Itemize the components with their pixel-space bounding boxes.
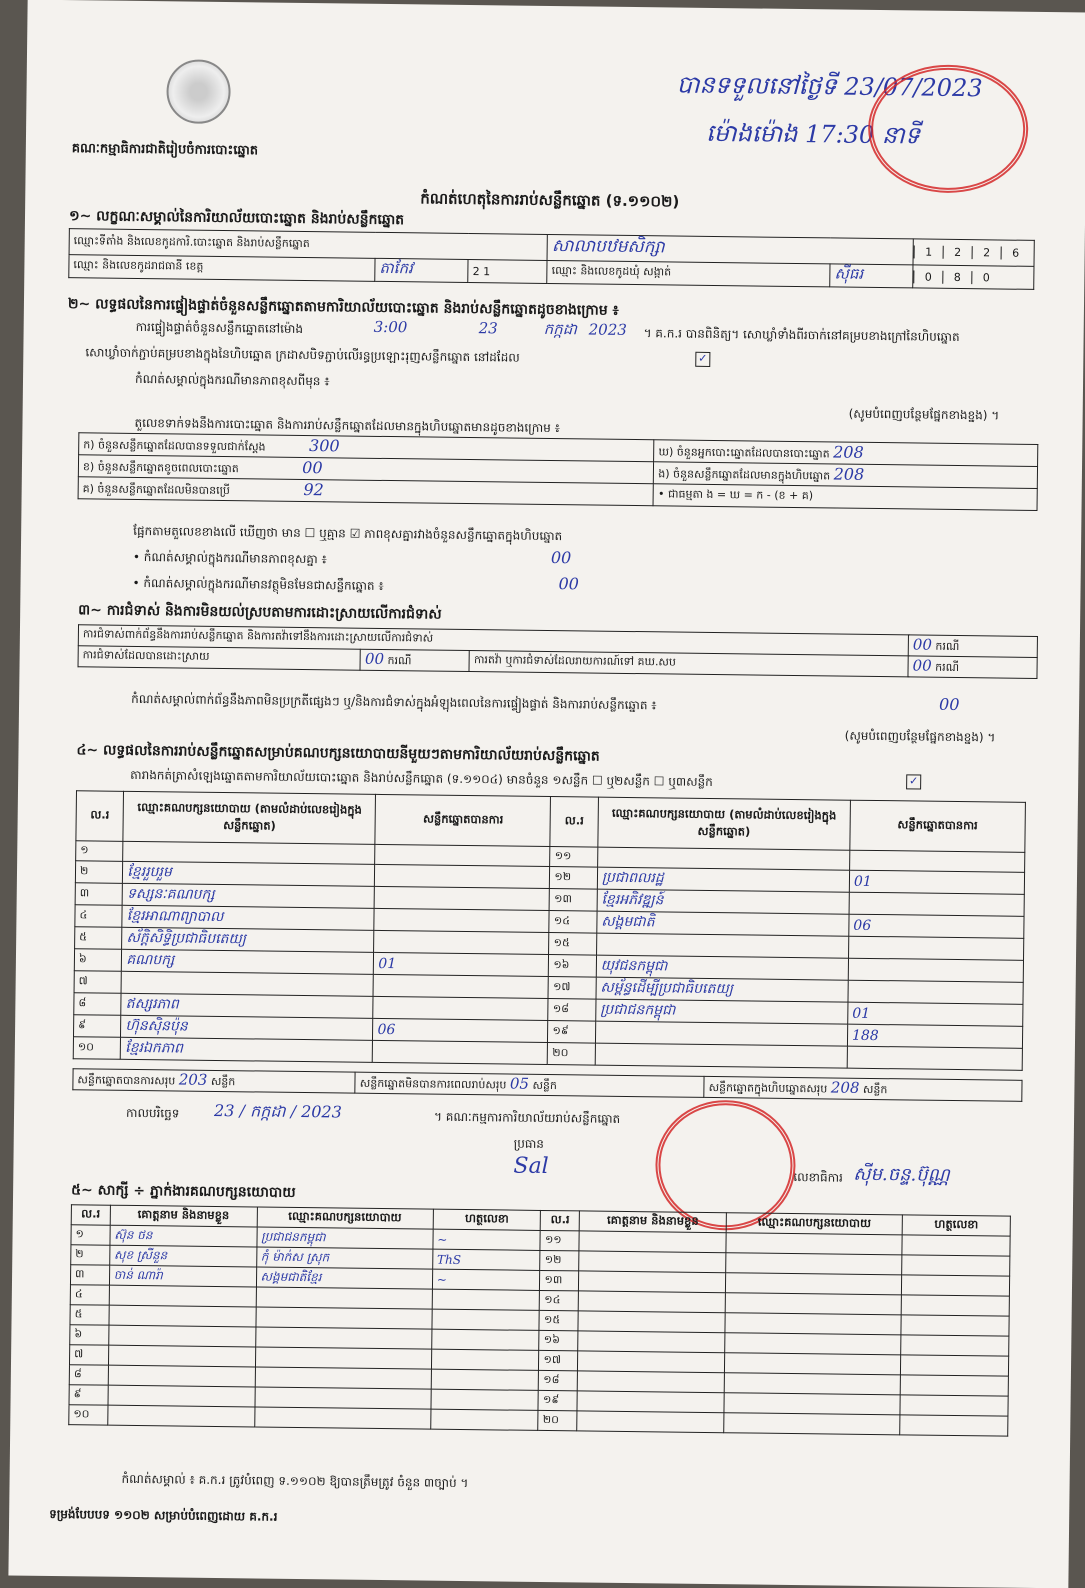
witness-signature: [431, 1329, 539, 1350]
party-no: ៣: [75, 883, 123, 906]
ballots-received-value: 300: [308, 436, 340, 456]
party-no: ២០: [548, 1043, 596, 1066]
witness-party: [255, 1347, 431, 1369]
witness-party: [254, 1407, 430, 1429]
foreign-object-label: • កំណត់សម្គាល់ក្នុងករណីមានវត្ថុមិនមែនជាសន្លឹកឆ្នោត ៖: [132, 575, 384, 593]
witness-party: [725, 1293, 901, 1315]
party-no: ៦: [74, 949, 122, 972]
col-signature: ហត្ថលេខា: [433, 1209, 541, 1230]
ballots-unused-label: គ) ចំនួនសន្លឹកឆ្នោតដែលមិនបានប្រើ: [82, 482, 230, 498]
party-no: ១១: [550, 847, 598, 868]
witness-name: ចាន់ ណារ៉ា: [109, 1265, 256, 1287]
party-name: [595, 1043, 847, 1068]
invalid-total-label: សន្លឹកឆ្នោតមិនបានការពេលរាប់សរុប: [359, 1076, 507, 1092]
witness-name: [577, 1411, 724, 1433]
party-votes: [850, 850, 1025, 872]
unit-ballot: សន្លឹក: [210, 1074, 236, 1089]
section-3-heading: ៣~ ការជំទាស់ និងការមិនយល់ស្របតាមការដោះស្រាយលើការជំទាស់: [78, 602, 442, 623]
party-no: ១៣: [550, 889, 598, 912]
section-1-heading: ១~ លក្ខណៈសម្គាល់នៃការិយាល័យបោះឆ្នោត និងរាប់សន្លឹកឆ្នោត: [68, 208, 405, 229]
voters-label: ឃ) ចំនួនអ្នកបោះឆ្នោតដែលបានបោះឆ្នោត: [658, 445, 830, 461]
col-party: ឈ្មោះគណបក្សនយោបាយ: [257, 1207, 433, 1229]
col-no: ល.រ: [76, 791, 124, 842]
witness-signature: [431, 1389, 539, 1410]
witness-name: [108, 1345, 255, 1367]
party-votes: 01: [849, 870, 1024, 894]
commission-name: គណៈកម្មាធិការជាតិរៀបចំការបោះឆ្នោត: [71, 141, 259, 159]
witness-party: ប្រជាជនកម្ពុជា: [256, 1227, 432, 1249]
witness-party: [255, 1367, 431, 1389]
unit-ballot: សន្លឹក: [862, 1082, 888, 1097]
party-name: ខ្មែរអាណាព្យាបាល: [122, 905, 374, 930]
witness-name: [578, 1291, 725, 1313]
party-votes: [373, 1040, 548, 1064]
witness-no: ៩: [69, 1385, 108, 1405]
section-2-heading: ២~ លទ្ធផលនៃការផ្ទៀងផ្ទាត់ចំនួនសន្លឹកឆ្នោតតាមការិយាល័យបោះឆ្នោត និងរាប់សន្លឹកឆ្នោតដូចខាងក្រោម ៖: [67, 296, 619, 319]
office-name-value: សាលាបឋមសិក្សា: [551, 236, 665, 258]
witness-name: [578, 1331, 725, 1353]
received-time-note: ម៉ោងម៉ោង 17:30 នាទី: [705, 118, 921, 150]
party-results-table: [73, 790, 1026, 1071]
party-votes: [848, 936, 1023, 960]
complaints-related-label: ការជំទាស់ពាក់ព័ន្ធនឹងការរាប់សន្លឹកឆ្នោត និងការតវ៉ាទៅនឹងការដោះស្រាយលើការជំទាស់: [78, 625, 908, 656]
party-votes: [375, 864, 550, 888]
witness-name: [109, 1285, 256, 1307]
commune-value: ស៊ីធរ: [834, 264, 864, 283]
witness-party: [725, 1273, 901, 1295]
party-name: [595, 1021, 847, 1046]
formula-text: • ជាធម្មតា ង = ឃ = ក - (ខ + គ): [657, 486, 814, 502]
office-code-digit: 6: [1001, 246, 1030, 259]
witness-signature: [901, 1295, 1009, 1316]
signed-by-label: ។ គណៈកម្មការការិយាល័យរាប់សន្លឹកឆ្នោត: [433, 1109, 621, 1126]
ballots-received-label: ក) ចំនួនសន្លឹកឆ្នោតដែលបានទទួលជាក់ស្តែង: [83, 438, 266, 454]
col-no: ល.រ: [550, 797, 598, 848]
complaints-resolved-value: 00: [364, 649, 385, 668]
witness-name: [108, 1405, 255, 1427]
office-name-label: ឈ្មោះទីតាំង និងលេខកូដការិ.បោះឆ្នោត និងរាប់សន្លឹកឆ្នោត: [69, 229, 548, 261]
witness-signature: [900, 1375, 1008, 1396]
party-no: ៨: [74, 993, 122, 1016]
national-emblem-icon: [166, 59, 231, 124]
irregular-note-label: កំណត់សម្គាល់ក្នុងករណីមានភាពខុសពីមុន ៖: [134, 371, 330, 389]
box-total-value: 208: [830, 1078, 860, 1097]
commune-code-digit: 8: [942, 270, 971, 283]
foreign-object-value: 00: [558, 574, 580, 594]
party-name: យុវជនកម្ពុជា: [596, 955, 848, 980]
party-votes: 06: [849, 914, 1024, 938]
party-name: សម្ព័ន្ធដើម្បីប្រជាធិបតេយ្យ: [596, 977, 848, 1002]
witness-name: ស៊ុន ថន: [110, 1225, 257, 1247]
tally-sheet-text: តារាងកត់ត្រាសំឡេងឆ្នោតតាមការិយាល័យបោះឆ្នោត និងរាប់សន្លឹកឆ្នោត (ទ.១១០៤) មានចំនួន ១សន្លឹក ☐ ឬ២សន្លឹក ☐ ឬ៣សន្លឹក: [130, 767, 713, 790]
witness-party: [724, 1413, 900, 1435]
footer-note: កំណត់សម្គាល់ ៖ គ.ក.រ ត្រូវបំពេញ ទ.១១០២ ឱ្យបានត្រឹមត្រូវ ចំនួន ៣ច្បាប់ ។: [121, 1471, 469, 1491]
party-no: ៥: [75, 927, 123, 950]
party-no: ១៦: [549, 955, 597, 978]
col-signature: ហត្ថលេខា: [902, 1215, 1010, 1236]
witness-party: [254, 1387, 430, 1409]
col-no: ល.រ: [541, 1210, 580, 1230]
witness-signature: [430, 1409, 538, 1430]
party-name: [121, 971, 373, 996]
witness-no: ៧: [69, 1345, 108, 1365]
province-label: ឈ្មោះ និងលេខកូដរាជធានី ខេត្ត: [69, 255, 375, 282]
commune-label: ឈ្មោះ និងលេខកូដឃុំ សង្កាត់: [547, 260, 830, 286]
box-total-label: សន្លឹកឆ្នោតក្នុងហិបឆ្នោតសរុប: [708, 1080, 828, 1096]
party-no: ១៨: [548, 999, 596, 1022]
witness-name: [579, 1251, 726, 1273]
ballot-counts-table: [78, 432, 1039, 511]
complaints-forwarded-label: ការតវ៉ា ឬការជំទាស់ដែលរាយការណ៍ទៅ គឃ.សប: [469, 651, 908, 677]
witness-party: [256, 1287, 432, 1309]
witness-party: [726, 1253, 902, 1275]
party-name: ខ្មែរឯកភាព: [121, 1037, 373, 1062]
witness-no: ១៩: [538, 1390, 577, 1410]
chair-label: ប្រធាន: [513, 1136, 545, 1151]
witness-signature: [432, 1289, 540, 1310]
office-id-table: [68, 228, 1035, 290]
witness-no: ១៤: [540, 1290, 579, 1310]
party-votes: [848, 958, 1023, 982]
witness-no: ១០: [69, 1405, 108, 1425]
date-value: 23 / កក្កដា / 2023: [213, 1100, 342, 1122]
witness-no: ១៣: [540, 1270, 579, 1290]
party-votes: [847, 1046, 1022, 1070]
party-name: [596, 933, 848, 958]
col-votes: សន្លឹកឆ្នោតបានការ: [850, 800, 1026, 852]
province-code: 2 1: [472, 264, 491, 278]
form-code: ទម្រង់បែបបទ ១១០២ សម្រាប់បំពេញដោយ គ.ក.រ: [49, 1506, 278, 1524]
party-name: ប្រជាពលរដ្ឋ: [597, 867, 849, 892]
ballots-in-box-value: 208: [833, 464, 865, 484]
col-party: ឈ្មោះគណបក្សនយោបាយ (តាមលំដាប់លេខរៀងក្នុងសន្លឹកឆ្នោត): [123, 791, 376, 844]
valid-total-label: សន្លឹកឆ្នោតបានការសរុប: [77, 1073, 176, 1088]
witness-party: [726, 1233, 902, 1255]
witness-name: [578, 1311, 725, 1333]
witness-party: [724, 1373, 900, 1395]
witness-name: [578, 1351, 725, 1373]
invalid-total-value: 05: [509, 1074, 530, 1093]
complaints-related-value: 00: [912, 635, 933, 654]
reconcile-start-label: ការផ្ទៀងផ្ទាត់ចំនួនសន្លឹកឆ្នោតនៅម៉ោង: [135, 319, 304, 336]
see-attachment-note: (សូមបំពេញបន្ថែមផ្នែកខាងខ្នង) ។: [848, 406, 1000, 423]
party-name: ប្រជាជនកម្ពុជា: [596, 999, 848, 1024]
witness-no: ១៦: [539, 1330, 578, 1350]
date-label: កាលបរិច្ឆេទ: [125, 1105, 180, 1121]
section-5-heading: ៥~ សាក្សី ÷ ភ្នាក់ងារគណបក្សនយោបាយ: [71, 1182, 296, 1201]
party-no: ១២: [550, 867, 598, 890]
official-stamp-top: [867, 64, 1029, 194]
province-value: តាកែវ: [379, 258, 413, 278]
ballots-unused-value: 92: [303, 479, 324, 500]
party-votes: [373, 996, 548, 1020]
page-title: កំណត់ហេតុនៃការរាប់សន្លឹកឆ្នោត (ទ.១១០២): [420, 189, 680, 211]
party-votes: 01: [374, 952, 549, 976]
party-name: ហ៊ុនស៊ិនប៉ុន: [121, 1015, 373, 1040]
witness-signature: [901, 1335, 1009, 1356]
witness-name: [108, 1385, 255, 1407]
secretary-signature: ស៊ីម.ចន្ទ.ប៊ុណ្ណ: [853, 1163, 950, 1186]
witness-name: [108, 1365, 255, 1387]
witness-signature: ~: [433, 1229, 541, 1250]
party-no: ៩: [73, 1015, 121, 1038]
counts-intro: តួលេខទាក់ទងនឹងការបោះឆ្នោត និងការរាប់សន្លឹកឆ្នោតដែលមានក្នុងហិបឆ្នោតមានដូចខាងក្រោម ៖: [134, 415, 561, 436]
party-votes: 01: [848, 1002, 1023, 1026]
party-name: គណបក្ស: [122, 949, 374, 974]
match-check-text: ផ្អែកតាមតួលេខខាងលើ ឃើញថា មាន ☐ ឬគ្មាន ☑ ភាពខុសគ្នារវាងចំនួនសន្លឹកឆ្នោតក្នុងហិបឆ្នោត: [133, 523, 563, 544]
complaints-table: [78, 624, 1038, 679]
col-party: ឈ្មោះគណបក្សនយោបាយ (តាមលំដាប់លេខរៀងក្នុងសន្លឹកឆ្នោត): [598, 797, 851, 850]
party-votes: [375, 844, 550, 866]
witness-name: [577, 1371, 724, 1393]
ballots-in-box-label: ង) ចំនួនសន្លឹកឆ្នោតដែលមានក្នុងហិបឆ្នោត: [658, 467, 831, 483]
complaints-forwarded-value: 00: [912, 656, 932, 675]
party-votes: [374, 930, 549, 954]
party-votes: [375, 886, 550, 910]
discrepancy-note-label: • កំណត់សម្គាល់ក្នុងករណីមានភាពខុសគ្នា ៖: [132, 549, 327, 567]
col-votes: សន្លឹកឆ្នោតបានការ: [375, 794, 551, 846]
reconcile-time: 3:00: [373, 317, 408, 337]
office-code-digit: 2: [972, 246, 1001, 259]
ballots-spoiled-label: ខ) ចំនួនសន្លឹកឆ្នោតខូចពេលបោះឆ្នោត: [82, 460, 239, 476]
witness-signature: ~: [432, 1269, 540, 1290]
seal-intact-text: សោឃ្លាំចាក់ភ្ជាប់គម្របខាងក្នុងនៃហិបឆ្នោត ក្រដាសបិទភ្ជាប់លើរន្ធប្រឡោះរុញសន្លឹកឆ្នោត នៅដដែល: [85, 345, 520, 365]
witness-name: [577, 1391, 724, 1413]
party-name: ស័ក្តិសិទ្ធិប្រជាធិបតេយ្យ: [122, 927, 374, 952]
witness-signature: [900, 1415, 1008, 1436]
party-no: ២: [75, 861, 123, 884]
party-votes: [374, 908, 549, 932]
party-no: ៤: [75, 905, 123, 928]
reconcile-start-tail: ។ គ.ក.រ បានពិនិត្យ។ សោឃ្លាំទាំងពីរចាក់នៅគម្របខាងក្រៅនៃហិបឆ្នោត: [643, 326, 960, 344]
witness-name: សុខ ស្រីនួន: [109, 1245, 256, 1267]
witness-no: ៣: [70, 1265, 109, 1285]
witness-no: ២០: [538, 1410, 577, 1430]
unit-case: ករណី: [935, 639, 960, 654]
witness-party: [724, 1353, 900, 1375]
witness-signature: [902, 1275, 1010, 1296]
witness-party: សង្គមជាតិខ្មែរ: [256, 1267, 432, 1289]
complaints-resolved-label: ការជំទាស់ដែលបានដោះស្រាយ: [78, 646, 361, 670]
secretary-label: លេខាធិការ: [793, 1170, 843, 1185]
col-witness-name: គោត្តនាម និងនាមខ្លួន: [579, 1211, 726, 1233]
party-name: ឥស្សរភាព: [121, 993, 373, 1018]
witness-signature: [901, 1355, 1009, 1376]
witness-signature: ThS: [432, 1249, 540, 1270]
witness-party: [724, 1393, 900, 1415]
ballots-spoiled-value: 00: [302, 457, 323, 478]
office-code-digit: 2: [943, 246, 972, 259]
witness-no: ១៨: [539, 1370, 578, 1390]
party-no: ១៤: [549, 911, 597, 934]
witness-no: ១: [71, 1225, 110, 1245]
party-name: ខ្មែររួបរួម: [123, 861, 375, 886]
party-votes: 06: [373, 1018, 548, 1042]
received-date-note: បានទទួលនៅថ្ងៃទី 23/07/2023: [676, 70, 983, 103]
witness-signature: [431, 1369, 539, 1390]
valid-total-value: 203: [178, 1070, 208, 1089]
reconcile-day: 23: [478, 319, 498, 338]
witness-signature: [901, 1315, 1009, 1336]
results-totals: [72, 1068, 1022, 1102]
witness-signature: [902, 1255, 1010, 1276]
commune-code-digit: 0: [913, 270, 942, 283]
witness-no: ១៧: [539, 1350, 578, 1370]
witness-signature: [902, 1235, 1010, 1256]
witness-party: កុំ ម៉ាក់ស ស្រុក: [256, 1247, 432, 1269]
witness-name: [579, 1271, 726, 1293]
see-attachment-note: (សូមបំពេញបន្ថែមផ្នែកខាងខ្នង) ។: [844, 728, 996, 745]
col-party: ឈ្មោះគណបក្សនយោបាយ: [726, 1213, 902, 1235]
reconcile-month: កក្កដា: [543, 319, 578, 339]
witness-name: [109, 1305, 256, 1327]
office-code-digit: 1: [914, 245, 943, 258]
col-no: ល.រ: [71, 1205, 110, 1225]
party-name: សង្គមជាតិ: [597, 911, 849, 936]
party-name: ខ្មែរអភិវឌ្ឍន៍: [597, 889, 849, 914]
witness-no: ៦: [70, 1325, 109, 1345]
witness-party: [255, 1307, 431, 1329]
witness-name: [579, 1231, 726, 1253]
party-votes: [373, 974, 548, 998]
witness-party: [725, 1333, 901, 1355]
document-page: [8, 0, 1085, 1588]
witness-no: ១៥: [539, 1310, 578, 1330]
party-no: ១៧: [548, 977, 596, 1000]
col-witness-name: គោត្តនាម និងនាមខ្លួន: [110, 1205, 257, 1227]
witness-no: ៤: [70, 1285, 109, 1305]
witness-party: [255, 1327, 431, 1349]
witness-signature: [431, 1349, 539, 1370]
unit-case: ករណី: [387, 654, 412, 668]
party-name: ទស្សនៈគណបក្ស: [122, 883, 374, 908]
party-votes: [848, 980, 1023, 1004]
witness-table: [68, 1204, 1011, 1436]
witness-name: [108, 1325, 255, 1347]
sheet-count-checkbox[interactable]: ✓: [906, 774, 921, 789]
voters-value: 208: [833, 442, 864, 462]
unit-ballot: សន្លឹក: [532, 1078, 558, 1093]
witness-signature: [432, 1309, 540, 1330]
chair-signature: Sal: [513, 1153, 549, 1180]
unit-case: ករណី: [935, 660, 960, 675]
witness-no: ៨: [69, 1365, 108, 1385]
party-no: ១៥: [549, 933, 597, 956]
commune-code-digit: 0: [971, 271, 1000, 284]
reconcile-year: 2023: [588, 320, 627, 339]
party-votes: [849, 892, 1024, 916]
witness-signature: [900, 1395, 1008, 1416]
witness-no: ២: [71, 1245, 110, 1265]
discrepancy-note-value: 00: [550, 548, 572, 568]
party-no: ១: [76, 841, 124, 862]
party-no: ៧: [74, 971, 122, 994]
party-no: ១០: [73, 1037, 121, 1060]
witness-no: ១១: [540, 1230, 579, 1250]
party-votes: 188: [847, 1024, 1022, 1048]
section-4-heading: ៤~ លទ្ធផលនៃការរាប់សន្លឹកឆ្នោតសម្រាប់គណបក្សនយោបាយនីមួយៗតាមការិយាល័យរាប់សន្លឹកឆ្នោត: [76, 742, 600, 765]
witness-no: ៥: [70, 1305, 109, 1325]
witness-party: [725, 1313, 901, 1335]
complaints-note-value: 00: [939, 694, 960, 715]
complaints-note-label: កំណត់សម្គាល់ពាក់ព័ន្ធនឹងភាពមិនប្រក្រតីផ្សេងៗ ឬ/និងការជំទាស់ក្នុងអំឡុងពេលនៃការផ្ទៀងផ្ទាត់ និងការរាប់សន្លឹកឆ្នោត ៖: [131, 691, 657, 713]
witness-no: ១២: [540, 1250, 579, 1270]
seal-intact-checkbox[interactable]: ✓: [695, 352, 710, 367]
party-no: ១៩: [548, 1021, 596, 1044]
